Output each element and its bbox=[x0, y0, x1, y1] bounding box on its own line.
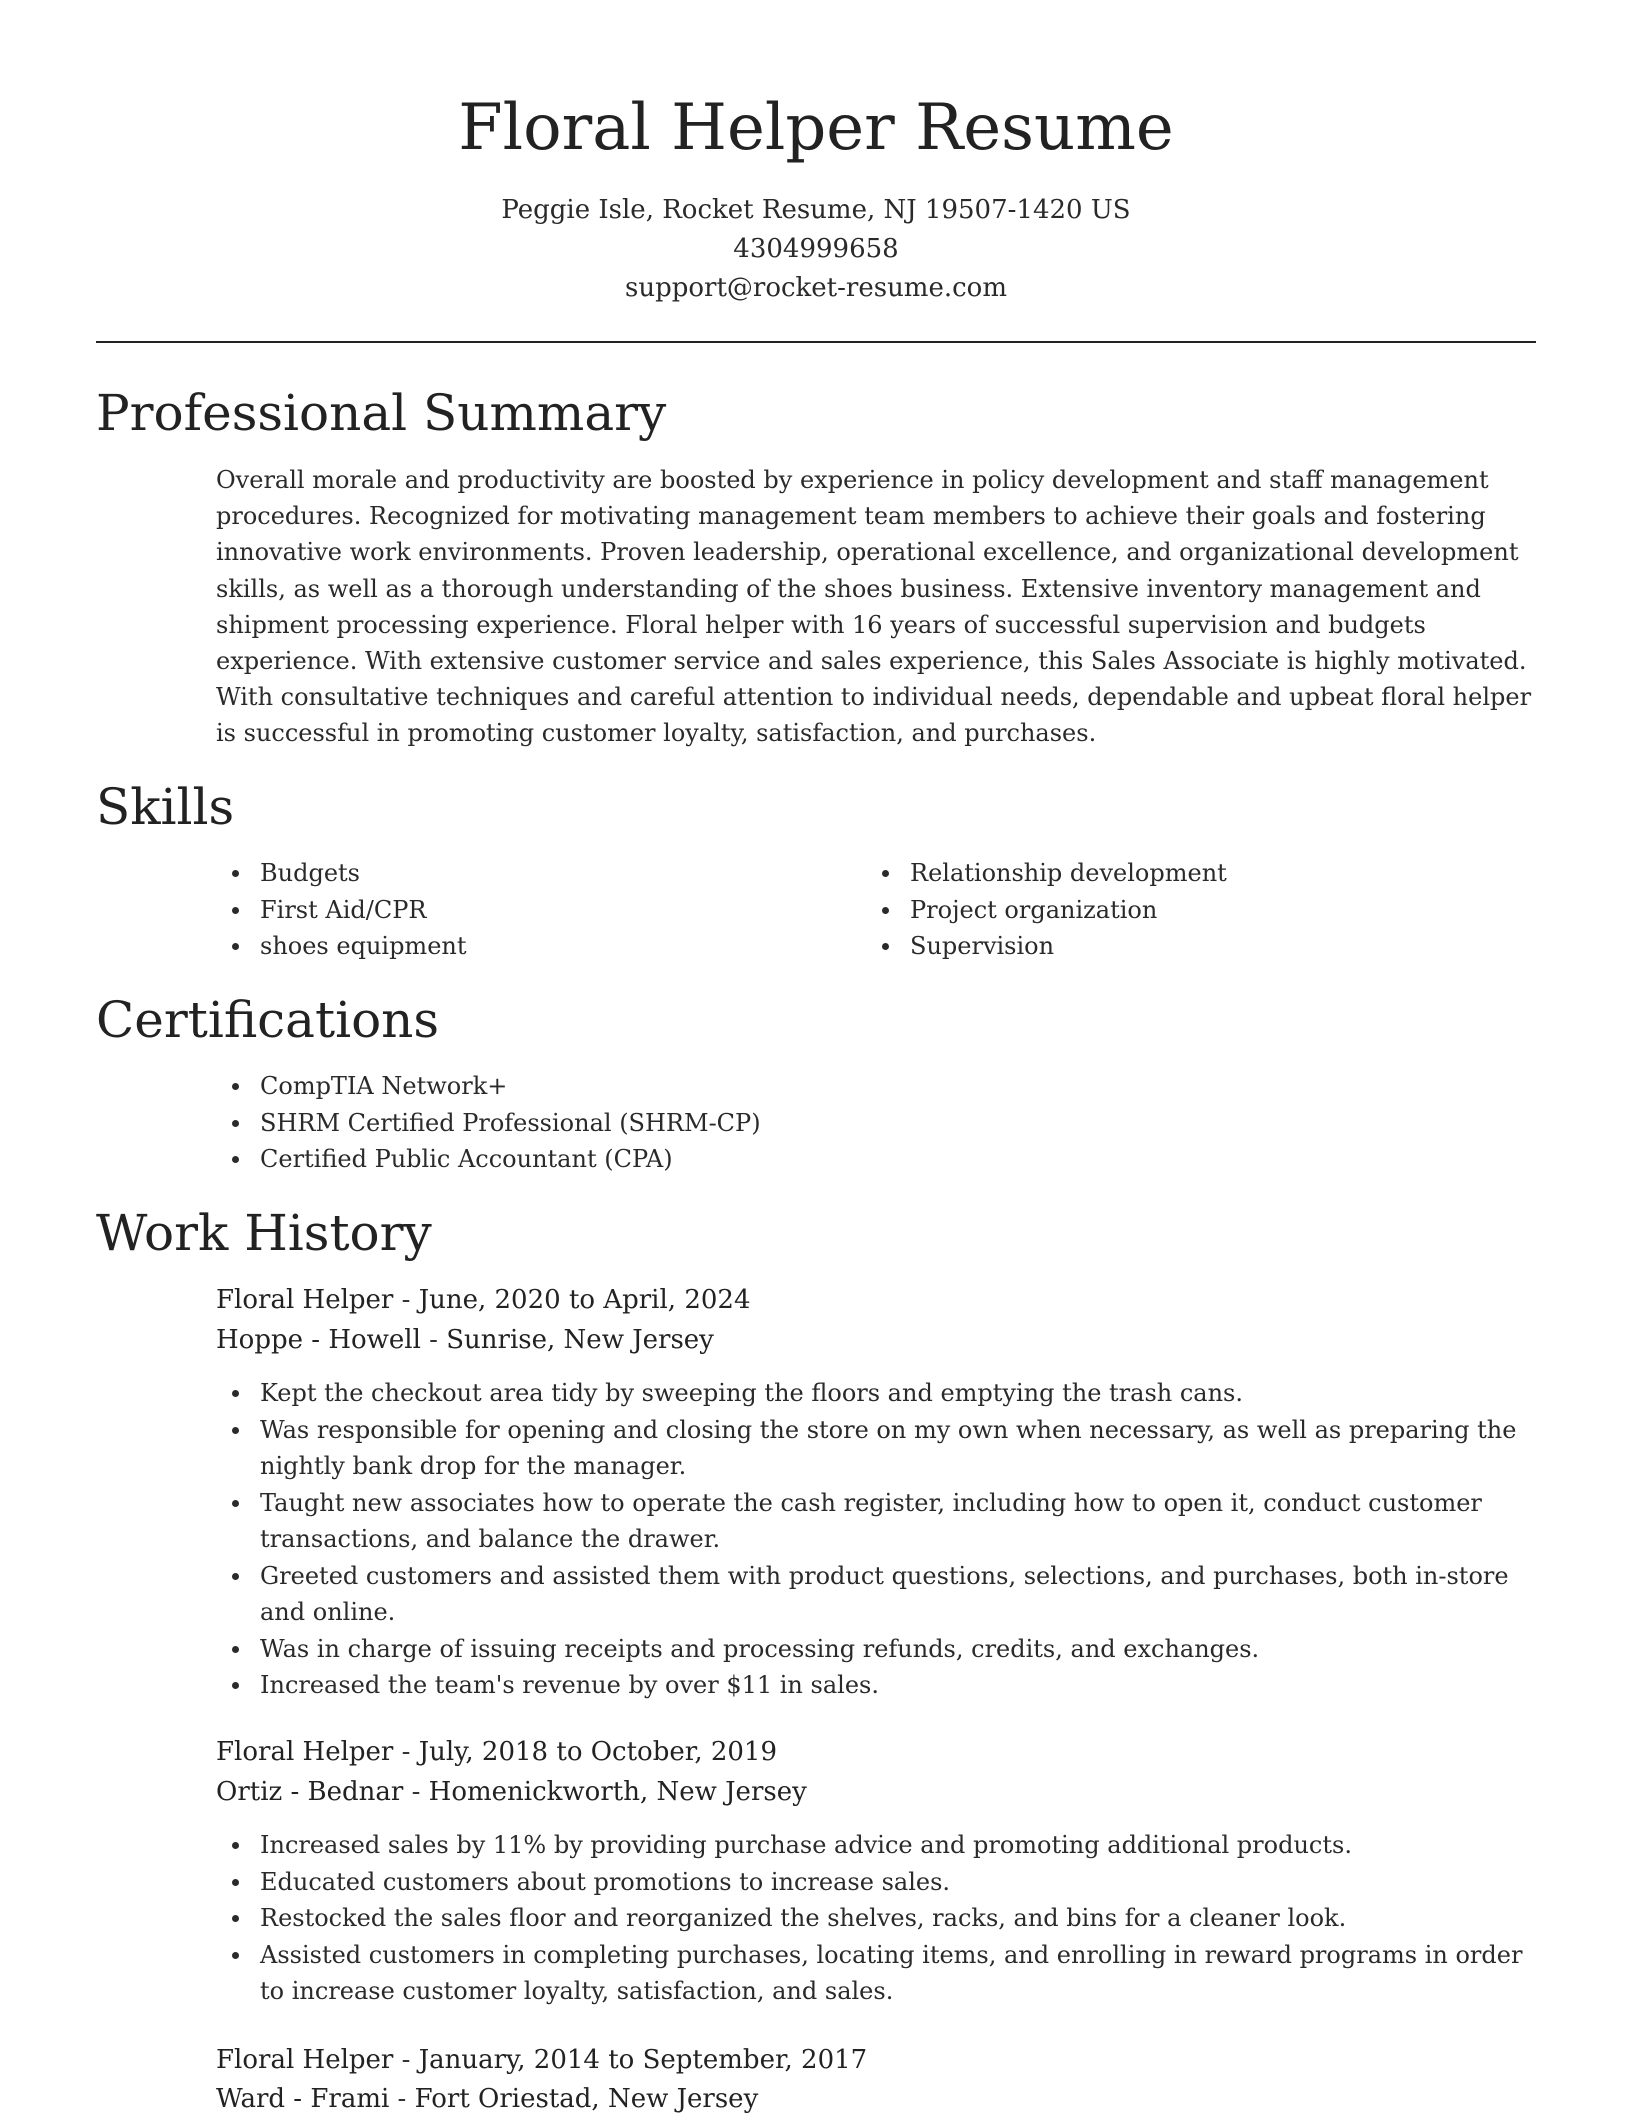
contact-email: support@rocket-resume.com bbox=[624, 273, 1007, 303]
separator: - bbox=[393, 1737, 419, 1767]
job-duty-item: Kept the checkout area tidy by sweeping the floors and emptying the trash cans. bbox=[216, 1375, 1536, 1412]
skills-heading: Skills bbox=[96, 778, 235, 836]
certification-item: Certified Public Accountant (CPA) bbox=[216, 1141, 1536, 1178]
separator: - bbox=[393, 1285, 419, 1315]
job-company-line bbox=[216, 2079, 758, 2119]
resume-title: Floral Helper Resume bbox=[458, 91, 1174, 165]
job-dates: January, 2014 to September, 2017 bbox=[418, 2045, 868, 2075]
job-location: Fort Oriestad, New Jersey bbox=[414, 2084, 759, 2114]
job-duty-item: Restocked the sales floor and reorganized the shelves, racks, and bins for a cleaner look. bbox=[216, 1900, 1536, 1937]
certifications-heading: Certifications bbox=[96, 991, 440, 1049]
job-duty-item: Was responsible for opening and closing the store on my own when necessary, as well as preparing the nightly bank drop for the manager. bbox=[216, 1412, 1536, 1485]
job-duties-list bbox=[216, 1375, 1536, 1704]
skill-item: Supervision bbox=[866, 928, 1526, 965]
job-duty-item: Greeted customers and assisted them with product questions, selections, and purchases, both in-store and online. bbox=[216, 1558, 1536, 1631]
job-company-line bbox=[216, 1320, 714, 1360]
job-company: Ortiz - Bednar bbox=[216, 1777, 404, 1807]
job-title: Floral Helper bbox=[216, 1285, 394, 1315]
contact-phone: 4304999658 bbox=[733, 234, 899, 264]
skill-item: Project organization bbox=[866, 892, 1526, 929]
certification-item: SHRM Certified Professional (SHRM-CP) bbox=[216, 1105, 1536, 1142]
skill-item: Budgets bbox=[216, 855, 856, 892]
separator: - bbox=[393, 2045, 419, 2075]
job-duty-item: Increased the team's revenue by over $11 in sales. bbox=[216, 1667, 1536, 1704]
job-company: Hoppe - Howell bbox=[216, 1325, 421, 1355]
summary-text: Overall morale and productivity are boosted by experience in policy development and staff management procedures. Recognized for motivating management team members to achieve their goals and fostering innovative work environments. Proven leadership, operational excellence, and organizational development skills, as well as a thorough understanding of the shoes business. Extensive inventory management and shipment processing experience. Floral helper with 16 years of successful supervision and budgets experience. With extensive customer service and sales experience, this Sales Associate is highly motivated. With consultative techniques and careful attention to individual needs, dependable and upbeat floral helper is successful in promoting customer loyalty, satisfaction, and purchases. bbox=[216, 466, 1532, 748]
job-dates: July, 2018 to October, 2019 bbox=[418, 1737, 778, 1767]
skills-list-right bbox=[866, 855, 1526, 965]
job-company: Ward - Frami bbox=[216, 2084, 390, 2114]
skills-list-left bbox=[216, 855, 856, 965]
job-company-line bbox=[216, 1772, 807, 1812]
separator: - bbox=[420, 1325, 447, 1355]
skill-item: First Aid/CPR bbox=[216, 892, 856, 929]
separator: - bbox=[403, 1777, 429, 1807]
separator: - bbox=[389, 2084, 415, 2114]
job-duty-item: Assisted customers in completing purchases, locating items, and enrolling in reward programs in order to increase customer loyalty, satisfaction, and sales. bbox=[216, 1937, 1536, 2010]
summary-heading: Professional Summary bbox=[96, 384, 667, 442]
header-divider bbox=[96, 341, 1536, 343]
contact-block bbox=[0, 191, 1632, 308]
job-title: Floral Helper bbox=[216, 2045, 394, 2075]
job-duty-item: Increased sales by 11% by providing purchase advice and promoting additional products. bbox=[216, 1827, 1536, 1864]
job-duty-item: Educated customers about promotions to increase sales. bbox=[216, 1864, 1536, 1901]
work-history-heading: Work History bbox=[96, 1204, 432, 1262]
contact-address: Peggie Isle, Rocket Resume, NJ 19507-1420 US bbox=[501, 195, 1131, 225]
job-duty-item: Taught new associates how to operate the cash register, including how to open it, conduct customer transactions, and balance the drawer. bbox=[216, 1485, 1536, 1558]
job-title-line bbox=[216, 1732, 777, 1772]
certification-item: CompTIA Network+ bbox=[216, 1068, 1536, 1105]
job-dates: June, 2020 to April, 2024 bbox=[418, 1285, 751, 1315]
job-duties-list bbox=[216, 1827, 1536, 2010]
job-title: Floral Helper bbox=[216, 1737, 394, 1767]
skill-item: Relationship development bbox=[866, 855, 1526, 892]
job-duty-item: Was in charge of issuing receipts and processing refunds, credits, and exchanges. bbox=[216, 1631, 1536, 1668]
certifications-list bbox=[216, 1068, 1536, 1178]
job-title-line bbox=[216, 1280, 751, 1320]
job-title-line bbox=[216, 2040, 867, 2080]
job-location: Sunrise, New Jersey bbox=[446, 1325, 714, 1355]
skill-item: shoes equipment bbox=[216, 928, 856, 965]
job-location: Homenickworth, New Jersey bbox=[428, 1777, 807, 1807]
